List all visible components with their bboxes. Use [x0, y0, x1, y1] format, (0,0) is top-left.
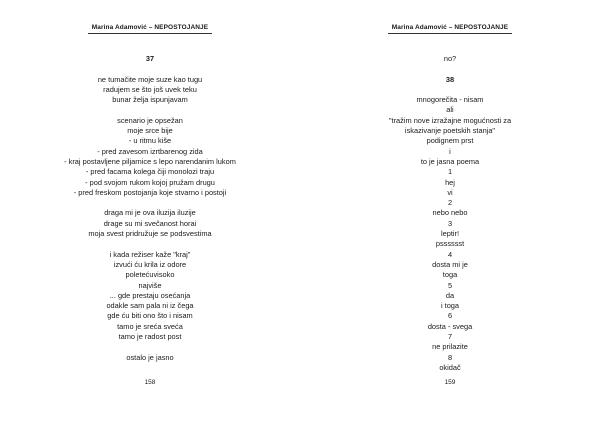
- poem-line: dosta - svega: [427, 321, 473, 331]
- poem-text: [300, 54, 600, 373]
- poem-line: ne prilazite: [432, 342, 468, 352]
- poem-line: leptir!: [440, 229, 460, 239]
- poem-line: 7: [447, 332, 453, 342]
- poem-line: tamo je radost post: [118, 332, 182, 342]
- poem-line: - pod svojom rukom kojoj pružam drugu: [85, 177, 215, 187]
- poem-line: scenario je opsežan: [117, 115, 183, 125]
- poem-line: mnogorečita - nisam: [416, 95, 484, 105]
- poem-line: izvući ću krila iz odore: [113, 259, 187, 269]
- poem-line: najviše: [138, 280, 162, 290]
- poem-line: okidač: [439, 362, 461, 372]
- poem-line: toga: [442, 270, 458, 280]
- poem-line: 1: [447, 167, 453, 177]
- poem-line: to je jasna poema: [420, 156, 480, 166]
- poem-line: drage su mi svečanost horai: [103, 218, 197, 228]
- poem-line: radujem se što još uvek teku: [103, 84, 197, 94]
- poem-line: 5: [447, 280, 453, 290]
- poem-number: 38: [445, 74, 455, 84]
- header-underline: [88, 33, 212, 34]
- page-number: 159: [444, 379, 456, 386]
- poem-line: odakle sam pala ni iz čega: [106, 301, 194, 311]
- poem-line: ali: [446, 105, 454, 115]
- poem-line: dosta mi je: [432, 259, 468, 269]
- stanza-break: [0, 239, 300, 249]
- poem-line: gde ću biti ono što i nisam: [107, 311, 193, 321]
- running-header: Marina Adamović – NEPOSTOJANJE: [91, 24, 209, 31]
- poem-text: [0, 54, 300, 363]
- poem-line: moja svest pridružuje se podsvestima: [88, 229, 212, 239]
- poem-line: poletećuvisoko: [125, 270, 175, 280]
- page-number: 158: [144, 379, 156, 386]
- poem-line: draga mi je ova iluzija iluzije: [104, 208, 196, 218]
- poem-number: 37: [145, 54, 155, 63]
- poem-line: psssssst: [435, 239, 465, 249]
- running-header: Marina Adamović – NEPOSTOJANJE: [391, 24, 509, 31]
- poem-line: no?: [443, 54, 457, 63]
- poem-line: podignem prst: [426, 136, 474, 146]
- poem-line: bunar želja ispunjavam: [112, 95, 188, 105]
- poem-line: ostalo je jasno: [126, 352, 174, 362]
- poem-line: 8: [447, 352, 453, 362]
- poem-line: i toga: [440, 301, 460, 311]
- stanza-break: [300, 64, 600, 74]
- header-underline: [388, 33, 512, 34]
- poem-line: ... gde prestaju osećanja: [109, 290, 191, 300]
- poem-line: "tražim nove izražajne mogućnosti za iskazivanje poetskih stanja": [388, 115, 512, 136]
- poem-line: nebo nebo: [432, 208, 468, 218]
- poem-line: moje srce bije: [127, 126, 173, 136]
- poem-line: - u ritmu kiše: [128, 136, 172, 146]
- poem-line: vi: [447, 187, 453, 197]
- stanza-break: [0, 198, 300, 208]
- poem-line: - pred zavesom izrtbarenog zida: [97, 146, 203, 156]
- poem-line: i: [449, 146, 451, 156]
- poem-line: da: [445, 290, 455, 300]
- poem-line: - pred facama kolega čiji monolozi traju: [85, 167, 215, 177]
- stanza-break: [0, 64, 300, 74]
- stanza-break: [300, 85, 600, 95]
- right-page: [300, 0, 600, 425]
- poem-line: 6: [447, 311, 453, 321]
- poem-line: 3: [447, 218, 453, 228]
- poem-line: hej: [445, 177, 455, 187]
- poem-line: tamo je sreća sveća: [117, 321, 183, 331]
- poem-line: - pred freskom postojanja koje stvarno i postoji: [73, 187, 227, 197]
- poem-line: 4: [447, 249, 453, 259]
- poem-line: i kada režiser kaže "kraj": [109, 249, 191, 259]
- stanza-break: [0, 105, 300, 115]
- poem-line: 2: [447, 198, 453, 208]
- poem-line: ne tumačite moje suze kao tugu: [97, 74, 203, 84]
- poem-line: - kraj postavljene piljarnice s lepo narendanim lukom: [64, 156, 236, 166]
- stanza-break: [0, 342, 300, 352]
